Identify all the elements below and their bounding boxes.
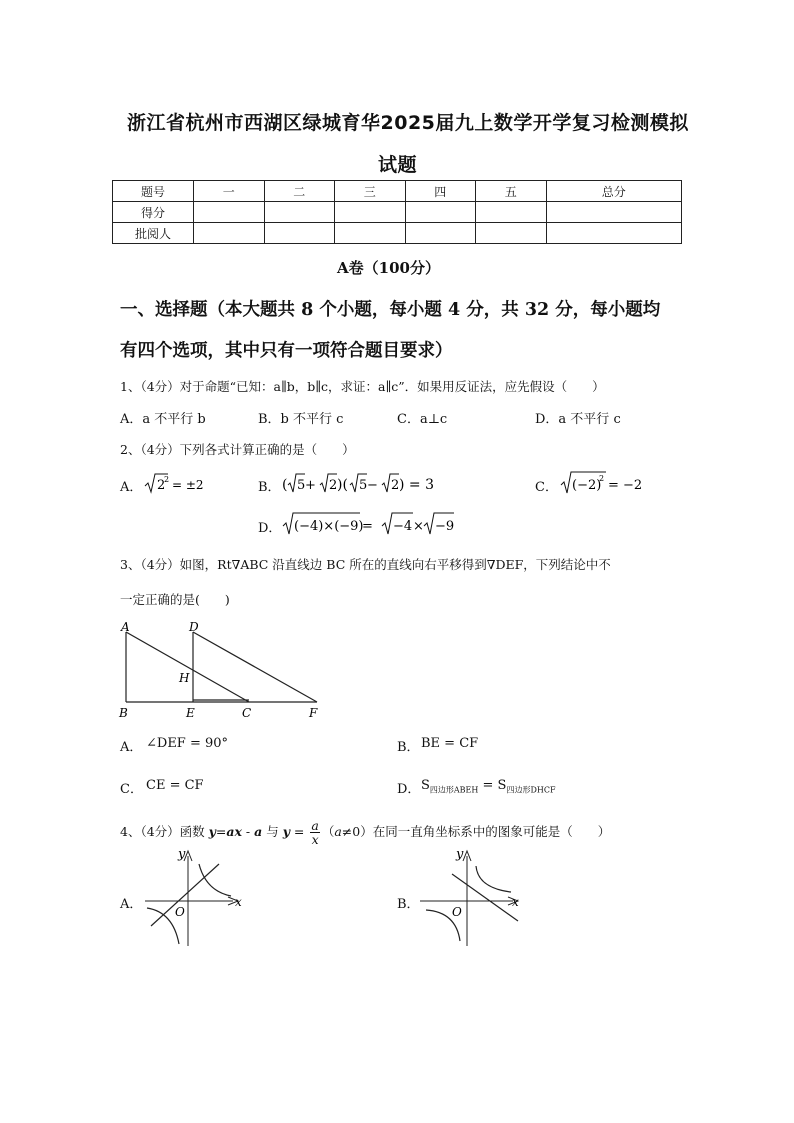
score-table-header-row xyxy=(113,181,682,202)
score-table-header-cell: 一 xyxy=(194,181,265,202)
question-3-option-a-label: A． xyxy=(120,740,143,755)
question-4-stem xyxy=(120,819,610,846)
score-table-row-label: 得分 xyxy=(113,202,194,223)
expr-c-exp: 2 xyxy=(599,474,605,483)
title-line-1: 浙江省杭州市西湖区绿城育华2025届九上数学开学复习检测模拟 xyxy=(127,112,689,134)
score-cell xyxy=(194,202,265,223)
expr-d-eq: = xyxy=(362,519,373,534)
question-2-stem: 2、（4分）下列各式计算正确的是（ ） xyxy=(120,442,355,457)
expr-a-exp: 2 xyxy=(164,475,170,484)
expr-b-r4: 2 xyxy=(391,478,400,493)
expr-d-times: × xyxy=(413,519,424,534)
score-table-row xyxy=(113,223,682,244)
graph-b-y-label: y xyxy=(456,847,464,862)
score-table-header-cell: 二 xyxy=(264,181,335,202)
question-3-option-a: ∠DEF = 90° xyxy=(146,736,229,751)
area-sub-2: 四边形DHCF xyxy=(506,785,556,795)
graph-a-y-label: y xyxy=(178,847,186,862)
expr-b-plus: + xyxy=(305,478,316,493)
section-1-heading-line-1: 一、选择题（本大题共 8 个小题，每小题 4 分，共 32 分，每小题均 xyxy=(120,300,661,320)
question-3-option-c: CE = CF xyxy=(146,778,204,793)
area-s-1: S xyxy=(421,778,430,793)
expr-a-rhs: = ±2 xyxy=(172,478,204,492)
fig-label-f: F xyxy=(309,706,318,720)
q4-y2: y xyxy=(282,824,290,839)
area-sub-1: 四边形ABEH xyxy=(429,785,479,795)
question-2-option-d-expression xyxy=(282,510,462,538)
question-4-graph-a xyxy=(143,846,248,948)
question-3-option-b: BE = CF xyxy=(421,736,479,751)
score-cell xyxy=(546,202,682,223)
section-a-heading: A卷（100分） xyxy=(337,259,440,277)
q4-paren: （ xyxy=(321,824,335,839)
question-3-stem-line-2: 一定正确的是( ) xyxy=(120,592,230,607)
q4-ax: ax xyxy=(226,824,242,839)
expr-c-base: (−2) xyxy=(572,478,602,493)
q4-frac-num: a xyxy=(311,818,319,833)
graph-a-x-label: x xyxy=(235,895,242,909)
expr-b-r1: 5 xyxy=(297,478,306,493)
score-cell xyxy=(546,223,682,244)
score-table-header-cell: 五 xyxy=(476,181,547,202)
graph-b-x-label: x xyxy=(512,895,519,909)
graph-b-origin-label: O xyxy=(452,905,462,919)
q4-minus: - xyxy=(241,824,255,839)
expr-b-r3: 5 xyxy=(359,478,368,493)
question-4-option-a-label: A． xyxy=(120,897,143,912)
score-table-row-label: 批阅人 xyxy=(113,223,194,244)
q4-a2: a xyxy=(334,824,342,839)
question-1-option-c: C．a⊥c xyxy=(397,412,448,427)
fig-label-d: D xyxy=(189,620,199,634)
q4-and: 与 xyxy=(262,824,283,839)
question-3-figure xyxy=(115,618,330,723)
score-cell xyxy=(335,223,406,244)
score-cell xyxy=(335,202,406,223)
score-table-row xyxy=(113,202,682,223)
expr-d-r3: −9 xyxy=(435,519,455,534)
expr-b-r2: 2 xyxy=(329,478,338,493)
expr-d-r1: (−4)×(−9) xyxy=(294,519,364,534)
expr-b-p1: ( xyxy=(282,477,288,493)
expr-b-minus: − xyxy=(367,478,378,493)
question-2-option-b-label: B． xyxy=(258,480,281,495)
fig-label-c: C xyxy=(242,706,252,720)
title-line-2: 试题 xyxy=(378,154,418,176)
question-4-graph-b xyxy=(418,846,523,948)
expr-b-p2: )( xyxy=(337,477,348,493)
question-3-option-c-label: C． xyxy=(120,782,143,797)
question-2-option-a-label: A． xyxy=(120,480,143,495)
score-table-header-cell: 总分 xyxy=(546,181,682,202)
fig-label-b: B xyxy=(119,706,128,720)
score-table-header-cell: 题号 xyxy=(113,181,194,202)
question-3-stem-line-1: 3、（4分）如图，Rt∇ABC 沿直线边 BC 所在的直线向右平移得到∇DEF，下列结论中不 xyxy=(120,557,611,572)
q4-part: 4、（4分）函数 xyxy=(120,824,209,839)
score-table-header-cell: 四 xyxy=(405,181,476,202)
score-cell xyxy=(194,223,265,244)
score-cell xyxy=(476,223,547,244)
q4-eq2: = xyxy=(289,824,309,839)
question-2-option-b-expression xyxy=(282,470,452,496)
question-3-option-d-label: D． xyxy=(397,782,421,797)
question-1-option-a: A．a 不平行 b xyxy=(120,412,206,427)
question-2-option-c-label: C． xyxy=(535,480,558,495)
area-eq: = S xyxy=(478,778,507,793)
expr-d-r2: −4 xyxy=(393,519,413,534)
question-1-stem: 1、（4分）对于命题“已知：a∥b，b∥c，求证：a∥c”．如果用反证法，应先假设（ ） xyxy=(120,379,605,394)
section-1-heading-line-2: 有四个选项，其中只有一项符合题目要求） xyxy=(120,341,453,361)
expr-b-rhs: ) = 3 xyxy=(399,477,434,493)
score-cell xyxy=(405,202,476,223)
fig-label-e: E xyxy=(186,706,195,720)
score-cell xyxy=(476,202,547,223)
question-4-option-b-label: B． xyxy=(397,897,420,912)
fig-label-h: H xyxy=(179,671,190,685)
score-table-header-cell: 三 xyxy=(335,181,406,202)
score-cell xyxy=(264,223,335,244)
q4-a1: a xyxy=(254,824,263,839)
question-2-option-a-expression xyxy=(144,470,214,496)
question-1-option-d: D．a 不平行 c xyxy=(535,412,621,427)
score-table xyxy=(112,180,682,244)
q4-y1: y xyxy=(208,824,216,839)
fig-label-a: A xyxy=(121,620,130,634)
question-3-option-d xyxy=(421,778,556,796)
q4-eq1: = xyxy=(215,824,227,839)
question-3-option-b-label: B． xyxy=(397,740,420,755)
q4-fraction xyxy=(310,819,319,846)
score-cell xyxy=(405,223,476,244)
expr-c-rhs: = −2 xyxy=(608,478,643,493)
q4-frac-den: x xyxy=(311,832,319,847)
q4-tail: ≠0）在同一直角坐标系中的图象可能是（ ） xyxy=(341,824,611,839)
question-2-option-c-expression xyxy=(560,470,660,496)
question-2-option-d-label: D． xyxy=(258,521,282,536)
question-1-option-b: B．b 不平行 c xyxy=(258,412,344,427)
expr-a-base: 2 xyxy=(157,478,166,493)
graph-a-origin-label: O xyxy=(175,905,185,919)
score-cell xyxy=(264,202,335,223)
